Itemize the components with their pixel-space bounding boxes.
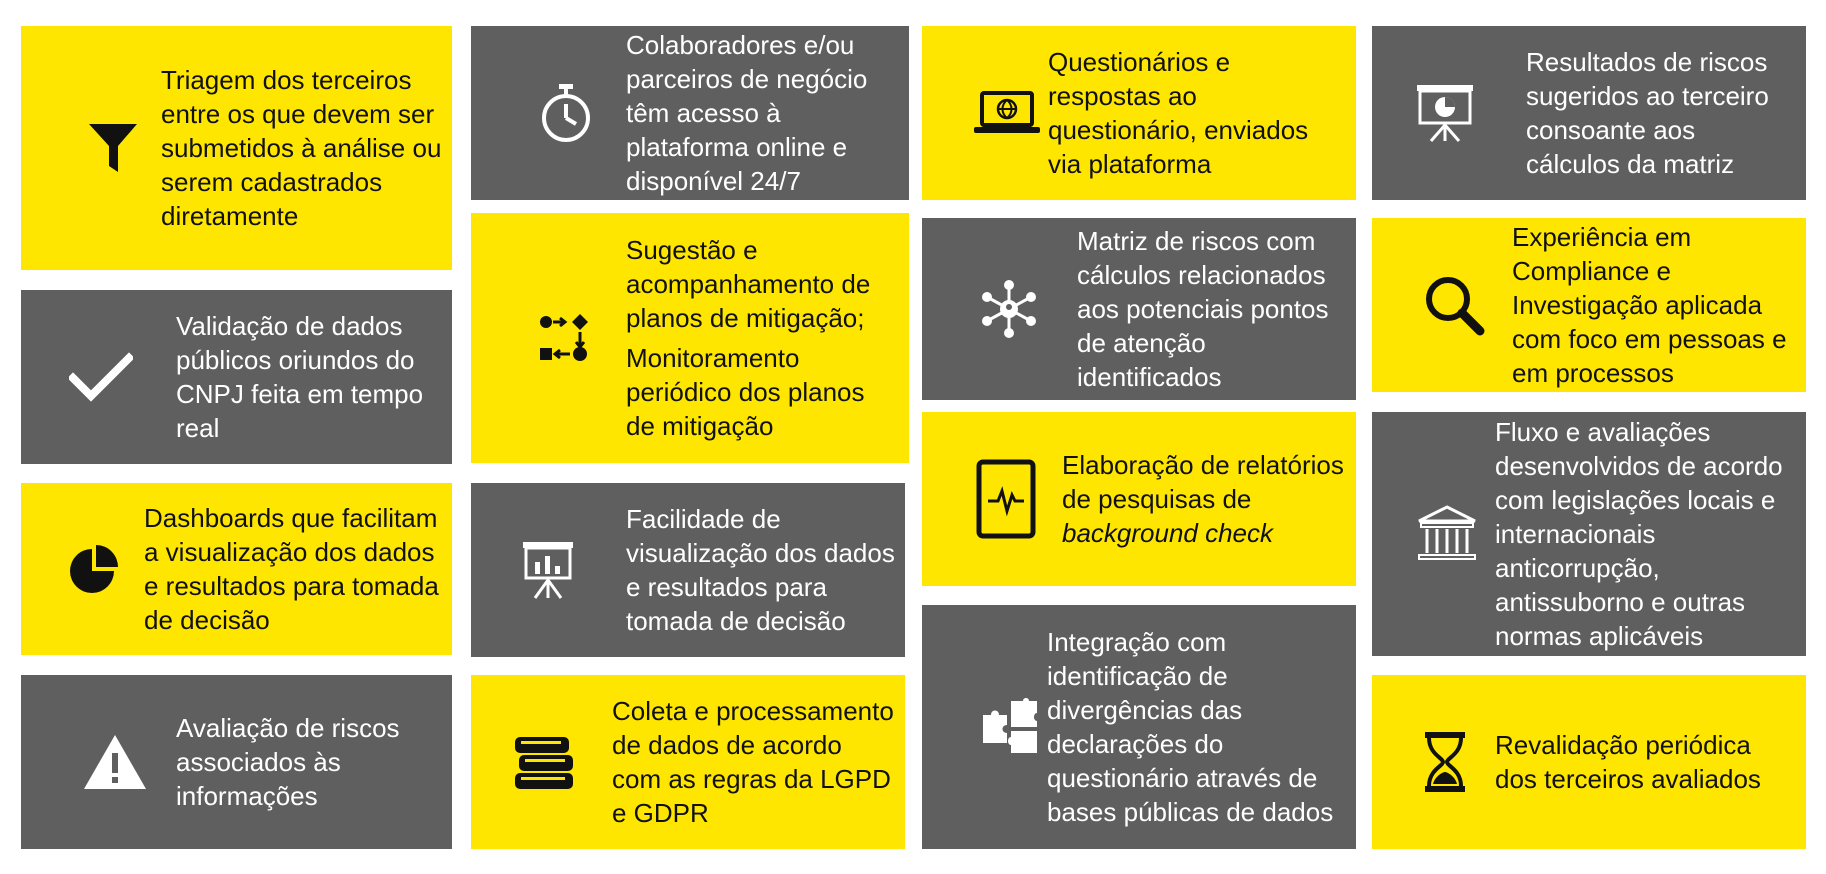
tablet-pulse-icon: [956, 412, 1056, 586]
hourglass-icon: [1395, 675, 1495, 849]
tile-text: Integração com identificação de divergências das declarações do questionário através de bases públicas de dados: [1047, 627, 1334, 827]
funnel-icon: [63, 26, 163, 270]
tile-colaboradores: [471, 26, 909, 200]
stopwatch-icon: [516, 26, 616, 200]
tile-text-secondary: Monitoramento periódico dos planos de mitigação: [626, 343, 865, 441]
presentation-bar-chart-icon: [498, 483, 598, 657]
tile-text-italic: background check: [1062, 518, 1274, 548]
tile-text: Resultados de riscos sugeridos ao terceiro consoante aos cálculos da matriz: [1526, 47, 1769, 179]
pie-chart-icon: [44, 483, 144, 655]
tile-text-main: Elaboração de relatórios de pesquisas de: [1062, 450, 1344, 514]
network-icon: [959, 218, 1059, 400]
tile-text: Fluxo e avaliações desenvolvidos de acordo com legislações locais e internacionais anticorrupção, antissuborno e outras normas aplicáveis: [1495, 417, 1783, 651]
tile-dashboards: [21, 483, 452, 655]
tile-experiencia: [1372, 218, 1806, 392]
tile-lgpd: [471, 675, 905, 849]
tile-mitigacao: [471, 213, 909, 463]
tile-resultados: [1372, 26, 1806, 200]
checkmark-icon: [51, 290, 151, 464]
tile-text: Coleta e processamento de dados de acordo com as regras da LGPD e GDPR: [612, 696, 894, 828]
tile-text: Experiência em Compliance e Investigação aplicada com foco em pessoas e em processos: [1512, 222, 1787, 388]
tile-text: Dashboards que facilitam a visualização dos dados e resultados para tomada de decisão: [144, 503, 439, 635]
courthouse-icon: [1397, 412, 1497, 656]
tile-text: Colaboradores e/ou parceiros de negócio têm acesso à plataforma online e disponível 24/7: [626, 30, 868, 196]
magnifier-icon: [1404, 218, 1504, 392]
tile-questionarios: [922, 26, 1356, 200]
tile-text: Facilidade de visualização dos dados e resultados para tomada de decisão: [626, 504, 895, 636]
tile-text: Matriz de riscos com cálculos relacionados aos potenciais pontos de atenção identificados: [1077, 226, 1329, 392]
flow-shapes-icon: [516, 213, 616, 463]
tile-revalidacao: [1372, 675, 1806, 849]
books-icon: [494, 675, 594, 849]
tile-text: Sugestão e acompanhamento de planos de mitigação;: [626, 235, 871, 333]
tile-text: Validação de dados públicos oriundos do CNPJ feita em tempo real: [176, 311, 424, 443]
tile-text: Questionários e respostas ao questionário, enviados via plataforma: [1048, 47, 1309, 179]
tile-facilidade: [471, 483, 905, 657]
tile-text: Triagem dos terceiros entre os que devem ser submetidos à análise ou serem cadastrados diretamente: [161, 65, 442, 231]
warning-icon: [65, 675, 165, 849]
tile-text: Avaliação de riscos associados às informações: [176, 713, 400, 811]
tile-fluxo: [1372, 412, 1806, 656]
presentation-pie-icon: [1395, 26, 1495, 200]
tile-text: [1062, 448, 1346, 550]
tile-text: Revalidação periódica dos terceiros avaliados: [1495, 730, 1761, 794]
tile-validacao: [21, 290, 452, 464]
tile-relatorios: [922, 412, 1356, 586]
laptop-globe-icon: [957, 26, 1057, 200]
tile-matriz: [922, 218, 1356, 400]
tile-avaliacao: [21, 675, 452, 849]
tile-integracao: [922, 605, 1356, 849]
puzzle-icon: [959, 605, 1059, 849]
tile-triagem: [21, 26, 452, 270]
